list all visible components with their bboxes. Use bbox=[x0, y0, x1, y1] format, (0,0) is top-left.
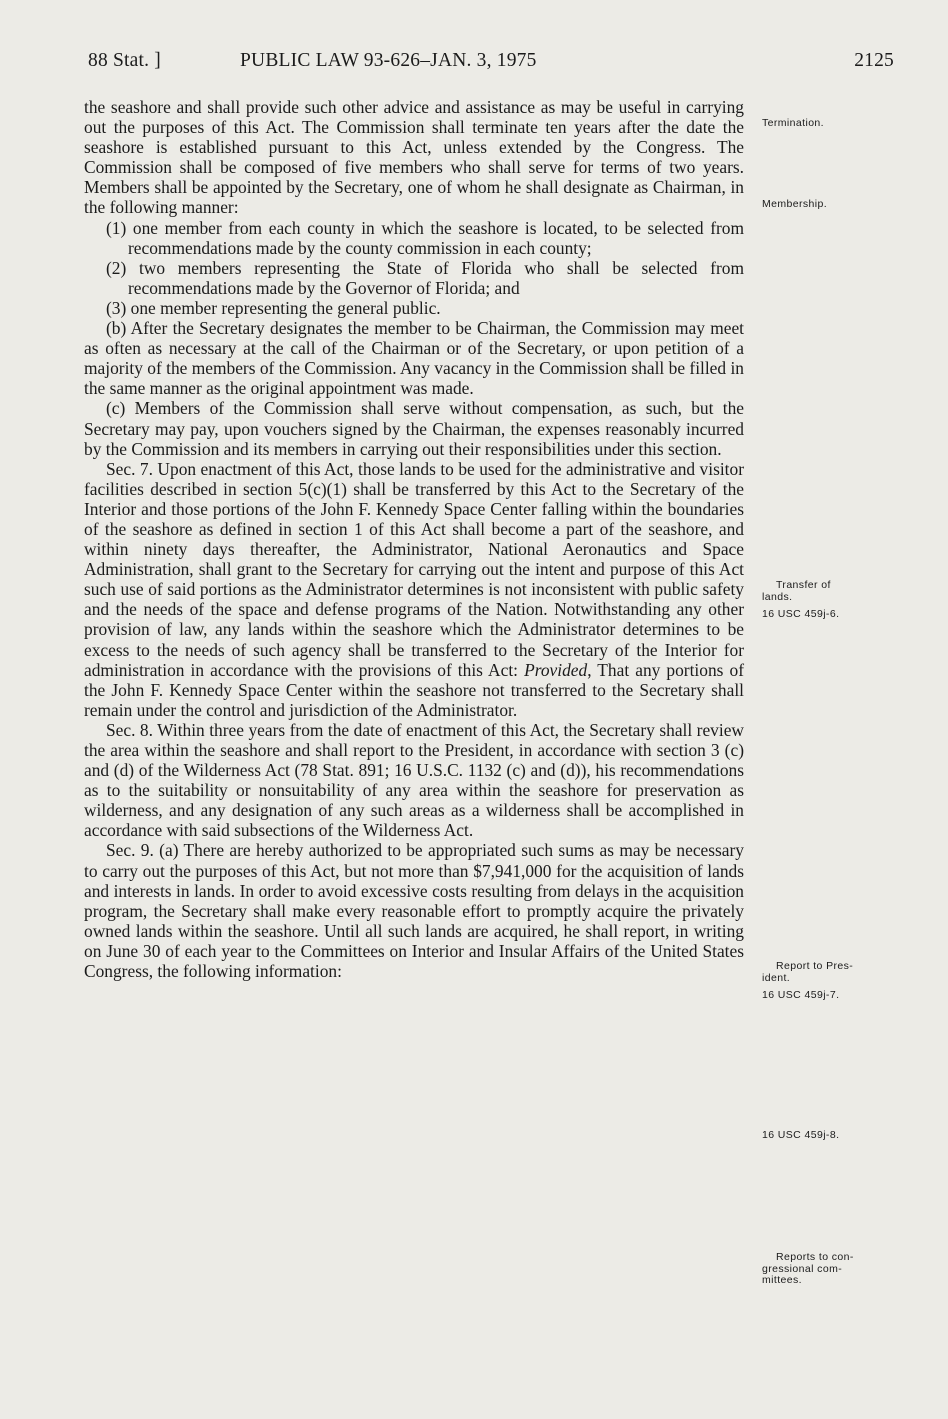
margin-reports-line-3: mittees. bbox=[762, 1274, 802, 1286]
section-7-proviso: , That any portions of the John F. Kennedy Space Center within the seashore not transferred to the Secretary shall remain under the control and jurisdiction of the Administrator. bbox=[84, 659, 744, 720]
body-text bbox=[84, 97, 744, 981]
margin-note-transfer bbox=[762, 580, 892, 603]
list-item-3: (3) one member representing the general public. bbox=[106, 297, 441, 318]
margin-transfer-line-2: lands. bbox=[762, 590, 793, 603]
list-item-2: (2) two members representing the State of Florida who shall be selected from recommendations made by the Governor of Florida; and bbox=[106, 257, 744, 298]
margin-note-usc-7: 16 USC 459j-7. bbox=[762, 989, 840, 1001]
section-7 bbox=[84, 459, 744, 720]
margin-note-membership: Membership. bbox=[762, 198, 828, 210]
margin-transfer-line-1: Transfer of bbox=[776, 579, 831, 591]
margin-note-report bbox=[762, 961, 892, 984]
section-8: Sec. 8. Within three years from the date of enactment of this Act, the Secretary shall review the area within the seashore and shall report to the President, in accordance with section 3 (c) and (d) of the Wilderness Act (78 Stat. 891; 16 U.S.C. 1132 (c) and (d)), his recommendations as to the suitability or nonsuitability of any area within the seashore for preservation as wilderness, and any designation of any such areas as a wilderness shall be accomplished in accordance with said subsections of the Wilderness Act. bbox=[84, 719, 744, 841]
section-9: Sec. 9. (a) There are hereby authorized to be appropriated such sums as may be necessary to carry out the purposes of this Act, but not more than $7,941,000 for the acquisition of lands and interests in lands. In order to avoid excessive costs resulting from delays in the acquisition program, the Secretary shall make every reasonable effort to promptly acquire the privately owned lands within the seashore. Until all such lands are acquired, he shall report, in writing on June 30 of each year to the Committees on Interior and Insular Affairs of the United States Congress, the following information: bbox=[84, 840, 744, 982]
law-title: PUBLIC LAW 93-626–JAN. 3, 1975 bbox=[240, 50, 537, 71]
margin-note-reports bbox=[762, 1252, 892, 1287]
list-item-1: (1) one member from each county in which the seashore is located, to be selected from recommendations made by the county commission in each county; bbox=[106, 217, 744, 258]
margin-note-termination: Termination. bbox=[762, 117, 824, 129]
section-7-text: Sec. 7. Upon enactment of this Act, those lands to be used for the administrative and visitor facilities described in section 5(c)(1) shall be transferred by this Act to the Secretary of the Interior and those portions of the John F. Kennedy Space Center falling within the boundaries of the seashore as defined in section 1 of this Act shall become a part of the seashore, and within ninety days thereafter, the Administrator, National Aeronautics and Space Administration, shall grant to the Secretary for carrying out the intent and purpose of this Act such use of said portions as the Administrator determines is not inconsistent with public safety and the needs of the space and defense programs of the Nation. Notwithstanding any other provision of law, any lands within the seashore which the Administrator determines to be excess to the needs of such agency shall be transferred to the Secretary of the Interior for administration in accordance with the provisions of this Act: bbox=[84, 458, 744, 680]
margin-report-line-2: ident. bbox=[762, 971, 791, 984]
margin-report-line-1: Report to Pres- bbox=[776, 960, 854, 972]
page-header bbox=[88, 50, 894, 78]
margin-note-usc-6: 16 USC 459j-6. bbox=[762, 608, 840, 620]
page-number: 2125 bbox=[854, 50, 894, 71]
margin-note-usc-8: 16 USC 459j-8. bbox=[762, 1129, 840, 1141]
statute-volume: 88 Stat. ] bbox=[88, 50, 161, 71]
paragraph-c: (c) Members of the Commission shall serve without compensation, as such, but the Secretary may pay, upon vouchers signed by the Chairman, the expenses reasonably incurred by the Commission and its members in carrying out their responsibilities under this section. bbox=[84, 398, 744, 459]
margin-reports-line-1: Reports to con- bbox=[776, 1251, 854, 1263]
paragraph-b: (b) After the Secretary designates the member to be Chairman, the Commission may meet as often as necessary at the call of the Chairman or of the Secretary, or upon petition of a majority of the members of the Commission. Any vacancy in the Commission shall be filled in the same manner as the original appointment was made. bbox=[84, 318, 744, 399]
paragraph-commission-continued: the seashore and shall provide such other advice and assistance as may be useful in carrying out the purposes of this Act. The Commission shall terminate ten years after the date the seashore is established pursuant to this Act, unless extended by the Congress. The Commission shall be composed of five members who shall serve for terms of two years. Members shall be appointed by the Secretary, one of whom he shall designate as Chairman, in the following manner: bbox=[84, 97, 744, 218]
provided-italic: Provided bbox=[524, 659, 588, 680]
margin-reports-line-2: gressional com- bbox=[762, 1262, 843, 1275]
